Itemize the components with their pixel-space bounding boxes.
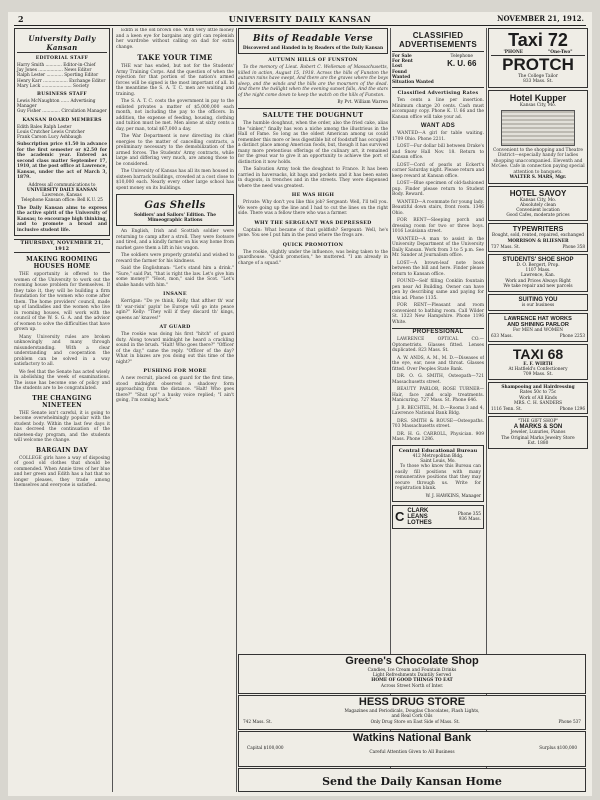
joke-text: A new recruit, placed on guard for the first time, stood midnight observed a shadowy form approaching from the distance. "Halt! Who goes there?" "Shut up!" a husky voice replied; "I ain't going, I'm coming back." xyxy=(116,376,234,404)
central-bureau-line: 412 Metropolitan Bldg. xyxy=(412,453,464,459)
article-text: THE war has ended, but not for the Students' Army Training Corps. And the question of when the rejection for that portion of the nation's armed forces will be signed is the most important of all. In the meantime the S. A. T. C. men are waiting and training. xyxy=(116,64,234,97)
joke-heading: INSANE xyxy=(163,291,187,298)
joke-text: The rookie, slightly under the influence, was being taken to the guardhouse. "Quick promotion," he muttered. "I am already in charge of a squad." xyxy=(238,249,388,266)
want-ad-item: FOR RENT—Sleeping porch and dressing room for two or three boys. 1016 Louisiana street. xyxy=(392,218,484,235)
joke-text: Kerrigan: "Do ye think, Kelly, that afther th' war th' war-risin' payin' be Europe will go into peace agin?" Kelly: "They will if they discard th' kings, queens an' knaves!" xyxy=(116,299,234,321)
typewriters-ad xyxy=(488,223,588,252)
address-line: Lawrence, Kansas xyxy=(42,193,82,199)
rates-title: Classified Advertising Rates xyxy=(397,91,479,97)
shoe-shop-line: Lawrence, Kan. xyxy=(520,273,556,279)
board-heading: KANSAN BOARD MEMBERS xyxy=(22,117,102,123)
article-heading: SALUTE THE DOUGHNUT xyxy=(238,108,388,119)
protch-name: PROTCH xyxy=(491,55,585,74)
address-line: Telephone Kansan office: Bell K.U. 25 xyxy=(21,198,103,204)
purpose-statement: The Daily Kansan aims to express the active spirit of the University of Kansas; to encourage high thinking, and to promote a broad and inclusive student life. xyxy=(17,205,107,233)
editorial-text: Many University rules are broken unknowingly and many through misunderstanding. With a clear understanding and cooperation the problem can be solved in a way satisfactory to all. xyxy=(14,334,110,368)
shampoo-line: Rates 50c to 75c xyxy=(519,390,557,396)
gas-shells-title: Gas Shells xyxy=(144,200,206,211)
professional-ad-item: BEAUTY PARLOR, ROSE TURNER—Hair, face and scalp treatments. Manicuring. 727 Mass. St. Phone 646. xyxy=(392,387,484,404)
article-heading: TAKE YOUR TIME xyxy=(137,53,213,62)
shoe-shop-line: Work and Prices Always Right xyxy=(505,278,571,284)
typewriters-line: Bought, sold, rented, repaired, exchanged xyxy=(491,233,585,239)
professional-ad-item: DRS. SMITH & ROUSE—Osteopaths. 703 Massachusetts street. xyxy=(392,418,484,430)
hat-works-ad xyxy=(488,313,588,341)
clark-address: 936 Mass. xyxy=(458,516,481,522)
classified-index xyxy=(392,51,484,88)
classified-category: Situation Wanted xyxy=(392,80,434,86)
classified-category: Wanted xyxy=(392,74,411,80)
clark-name: CLARK xyxy=(407,507,429,514)
address-heading: Address all communications to xyxy=(28,182,96,188)
hess-line: and Real Cork Oils xyxy=(391,714,433,720)
hotel-kupper-name: Hotel Kupper xyxy=(509,92,567,103)
hess-line: Only Drug Store on East Side of Mass. St. xyxy=(370,719,460,725)
want-ad-item: LOST—Fur dollar bill between Drake's and Snow Hall Nov. 18. Return to Kansan office. xyxy=(392,144,484,161)
protch-sub: The College Tailor xyxy=(518,74,558,80)
schulz-tailor-ad xyxy=(488,294,588,311)
typewriters-address: 737 Mass. St. xyxy=(491,243,520,249)
clark-sub: LEANS xyxy=(407,513,428,520)
editorial-heading: THE CHANGING NINETEEN xyxy=(32,394,92,409)
suiting-line: SUITING YOU xyxy=(518,296,558,303)
hess-drug-ad xyxy=(238,695,586,730)
shampoo-ad xyxy=(488,382,588,414)
hotel-savoy-line: Absolutely clean xyxy=(520,202,556,208)
column-news xyxy=(116,28,234,792)
business-line: Guy Fisher ............. Circulation Manager xyxy=(17,109,107,115)
business-heading: BUSINESS STAFF xyxy=(37,92,87,98)
editorial-heading: BARGAIN DAY xyxy=(35,446,88,454)
shampoo-address: 1116 Tenn. St. xyxy=(491,405,522,411)
want-ads-list xyxy=(392,131,484,325)
hat-works-title: AND SHINING PARLOR xyxy=(507,322,569,329)
shoe-shop-line: We take repair and new parcels xyxy=(503,283,573,289)
article-text: The S. A. T. C. costs the government in pay to the enlisted privates a matter of $5,000,000 each month, not including the pay to the officers. In addition, the expense of feeding, housing, clothing and tuition must be met. Men alone at sixty cents a day, per man, total $67,000 a day. xyxy=(116,99,234,132)
typewriters-title: TYPEWRITERS xyxy=(512,226,564,234)
joke-text: The soldiers were properly grateful and wished to reward the farmer for his kindness. xyxy=(116,253,234,264)
article-text: The Salvation Army took the doughnut to France. It has been carried in haversacks, kit bags and pockets and it has been eaten in dugouts, in trenches and in the streets. They were dispensed where the need was greatest. xyxy=(238,167,388,189)
verse-subtitle: Discovered and Handed in by Readers of the Daily Kansan xyxy=(242,46,384,51)
shampoo-line: Work of All Kinds xyxy=(519,395,557,401)
greene-line: HOME OF GOOD THINGS TO EAT xyxy=(371,678,453,684)
shampoo-title: Shampooing and Hairdressing xyxy=(501,385,575,391)
hat-works-phone: Phone 2253 xyxy=(559,333,585,339)
send-kansan-ad xyxy=(238,768,586,792)
page-number: 2 xyxy=(18,14,24,24)
professional-ad-item: A. W. ANDS, A. M., M. D.—Diseases of the eye, ear, nose and throat. Glasses fitted. Over Peoples State Bank. xyxy=(392,355,484,372)
board-line: Frank Carson Lucy Ashbaugh xyxy=(17,135,82,141)
gift-shop-ad xyxy=(488,416,588,449)
hess-line: Magazines and Periodicals, Douglas Chocolates, Flash Lights, xyxy=(344,709,480,714)
hotel-savoy-line: Kansas City, Mo. xyxy=(519,197,557,203)
joke-text: Captain: What became of that goldfish? Sergeant: Well, he's gone. You see I put him in the pond where the frogs are. xyxy=(238,227,388,239)
article-text: The University of Kansas has all its men housed in sixteen barrack buildings, crowded at a cost close to $10,000 each. Nearly every other large school has spent money on its buildings. xyxy=(116,169,234,191)
greene-line: Across Street North of Inter. xyxy=(380,683,444,689)
verse-box xyxy=(238,28,388,54)
classified-category: Lost xyxy=(392,64,403,70)
joke-heading: QUICK PROMOTION xyxy=(282,241,344,248)
want-ad-item: WANTED—A roommate for young lady. Beautiful down stairs, front room. 1346 Ohio. xyxy=(392,199,484,216)
hat-works-address: 633 Mass. xyxy=(491,333,513,339)
staff-box xyxy=(14,28,110,236)
hotel-kupper-city: Kansas City, Mo. xyxy=(519,102,557,108)
central-bureau-line: Saint Louis, Mo. xyxy=(420,458,456,464)
joke-text: Said the Englishman: "Let's stand him a drink." "Sure," said Pat, "that is right the law. Let's give him some money!" "Hoot, mon," said the Scot. "Let's shake hands with him." xyxy=(116,266,234,288)
want-ad-item: WANTED—A man to assist in the University Department of the University Daily Kansan. Work from 3 to 5 p.m. See Mr. Sander at Journalism office. xyxy=(392,236,484,259)
nameplate: University Daily Kansan xyxy=(17,34,107,53)
protch-address: 833 Mass. St. xyxy=(523,79,553,85)
masthead-date: NOVEMBER 21, 1912. xyxy=(497,14,584,23)
hotel-savoy-name: HOTEL SAVOY xyxy=(509,188,567,198)
rates-text: Ten cents a line per insertion. Minimum charge 20 cents. Cash must accompany copy. Phone K. U. 66 and the Kansan office will take your ad. xyxy=(392,98,484,120)
column-editorial xyxy=(14,28,110,792)
article-text: Edith is the old brown one. With very little money and a keen eye for bargains any girl can replenish her wardrobe without calling on dad for extra change. xyxy=(116,28,234,50)
clark-cleaners-ad xyxy=(392,505,484,529)
top-rule xyxy=(14,25,586,26)
gas-shells-subtitle: Soldiers' and Sailors' Edition. The Mimeographic Rations xyxy=(134,213,216,224)
taxi-68-address: 709 Mass. St. xyxy=(523,371,553,377)
staff-line: Jay Jones .................. News Editor xyxy=(17,68,92,74)
column-rule xyxy=(112,28,113,792)
hotel-kupper-ad xyxy=(488,90,588,184)
gift-shop-head: "THE GIFT SHOP" xyxy=(517,419,559,425)
board-line: Edith Bales Ralph Lester xyxy=(17,124,72,130)
hotel-kupper-text: Convenient to the shopping and Theatre District—especially handy for ladies shopping unaccompanied. Eleventh and McGee. Cafe in connection paying special attention to banquets. xyxy=(491,147,585,175)
phone-number: K. U. 66 xyxy=(447,59,477,69)
greene-chocolate-ad xyxy=(238,654,586,694)
column-classifieds xyxy=(392,28,484,651)
watkins-bank-ad xyxy=(238,731,586,767)
hess-phone: Phone 537 xyxy=(558,719,581,725)
taxi-72-ad xyxy=(488,28,588,88)
verse-title: Bits of Readable Verse xyxy=(252,34,374,44)
shoe-shop-title: STUDENTS' SHOE SHOP xyxy=(502,256,574,263)
clark-c-letter: C xyxy=(395,508,405,524)
editorial-text: THE Senate isn't careful, it is going to become overwhelmingly popular with the student body. Within the last few days it has decreed the continuation of the nineteen-day program, and the students will welcome the change. xyxy=(14,410,110,444)
taxi-phone-quote: "One-Two" xyxy=(548,50,573,55)
shoe-shop-line: D. O. Bergert, Prop. xyxy=(516,262,560,268)
poem-text: To the memory of Lieut. Robert C. Welleman of Massachusetts, killed in action, August 15, 1918. Across the hills of Funston the autumn rains have swept, And there are the graves where the boys sleep, and the winds and the hills are the mourners of the dead. And there the twilight when the evening sunset falls, And the stars of the night come down to keep the watch on the hills of Funston. xyxy=(238,65,388,98)
editorial-text: We feel that the Senate has acted wisely in abolishing the week of examinations. The issue has become one of policy and the students are to be congratulated. xyxy=(14,369,110,392)
classified-category: For Sale xyxy=(392,54,412,59)
poem-title: AUTUMN HILLS OF FUNSTON xyxy=(268,57,358,64)
professional-list xyxy=(392,337,484,443)
hotel-illustration xyxy=(501,110,575,146)
classified-title: CLASSIFIED ADVERTISEMENTS xyxy=(399,31,477,49)
professional-ad-item: DR. H. G. CARROLL, Physician. 909 Mass. Phone 1286. xyxy=(392,431,484,443)
phone-label: Telephone xyxy=(450,54,473,59)
typewriters-firm: MORRISON & BLIESNER xyxy=(507,238,569,244)
taxi-68-title: TAXI 68 xyxy=(512,345,564,362)
clark-phone: Phone 355 xyxy=(457,511,481,517)
professional-ad-item: LAWRENCE OPTICAL CO.—Optometrists. Glasses fitted. Lenses duplicated. 823 Mass. St. xyxy=(392,337,484,354)
classified-category: Found xyxy=(392,69,407,75)
issue-date: THURSDAY, NOVEMBER 21, 1912 xyxy=(14,239,110,253)
professional-heading: PROFESSIONAL xyxy=(392,328,484,335)
editorial-text: THE opportunity is offered to the women of the University to work out the rooming house problem for themselves. If they take it, they will be building a firm foundation for the women who come after them. The home providers' council, made up of landladies and the women who live in rooming houses, will work with the council of the W. S. G. A. and the advisor of women to solve the difficulties that have grown up. xyxy=(14,272,110,333)
staff-heading: EDITORIAL STAFF xyxy=(35,56,89,61)
classified-category: For Rent xyxy=(392,59,413,65)
shoe-shop-ad xyxy=(488,254,588,292)
column-rule xyxy=(236,28,237,792)
article-text: The humble doughnut, when the order, also the fried cake, alias the "sinker," finally has won a niche among the illustrious in the Hall of Fame. So long as the oldest American among us could remember this more or less digestible bit of foodstuff has occupied a distinct place among American foods, but, though it has survived many more pretentious offerings of the culinary art, it remained for the great war to give it an opportunity to achieve the port of distinction it now holds. xyxy=(238,121,388,165)
joke-heading: HE WAS HIGH xyxy=(291,192,335,199)
watkins-surplus: Surplus $100,000 xyxy=(539,745,577,750)
professional-ad-item: DR. O. G. SMITH, Osteopath—721 Massachusetts street. xyxy=(392,374,484,385)
gift-shop-line: Est. 1880 xyxy=(527,440,549,446)
poem-author: By Pvt. William Warren xyxy=(337,100,388,106)
business-line: Lewis McNaughton ...... Advertising Manager xyxy=(17,99,96,110)
hess-title: HESS DRUG STORE xyxy=(358,696,466,708)
want-ad-item: FOUND—Self filling Conklin fountain pen near Ad Building. Owner can have pen by describing same and paying for this ad. Phone 1135. xyxy=(392,279,484,301)
hat-works-title: LAWRENCE HAT WORKS xyxy=(504,316,572,323)
staff-line: Ralph Lester ............ Sporting Editor xyxy=(17,73,99,79)
subscription-note: Subscription price $1.50 in advance for the first semester or $2.50 for the academic year. Entered as second class matter September 17, 1910, at the post office at Lawrence, Kansas, under the act of March 3, 1879. xyxy=(17,142,107,181)
address-line: UNIVERSITY DAILY KANSAN xyxy=(26,187,98,193)
editorial-heading: MAKING ROOMING HOUSES HOME xyxy=(26,256,98,271)
staff-line: Henry Karr .................. Exchange Editor xyxy=(17,78,106,84)
column-features xyxy=(238,28,388,651)
taxi-phone-label: 'PHONE xyxy=(503,50,524,55)
gift-shop-line: The Original Marks Jewelry Store xyxy=(501,435,575,441)
joke-text: The rookie was doing his first "hitch" of guard duty. Along toward midnight he heard a crackling sound in the brush. "Halt! Who goes there?" "Officer of the day," came the reply. "Officer of the day? What in blazes are you doing out this time of the night?" xyxy=(116,332,234,365)
greene-line: Candies, Ice Cream and Fountain Drinks xyxy=(367,668,457,673)
watkins-title: Watkins National Bank xyxy=(352,732,472,744)
hess-address: 742 Mass. St. xyxy=(243,719,272,725)
clark-sub2: LOTHES xyxy=(407,519,432,526)
send-kansan-text: Send the Daily Kansan Home xyxy=(322,775,502,788)
editorial-text: COLLEGE girls have a way of disposing of good old clothes that should be commended. When Annie tires of her blue and her green and Edith has a hat that no longer pleases, they trade among themselves and everyone is satisfied. xyxy=(14,455,110,489)
want-ad-item: LOST—Blue specimen of old-fashioned pup. Finder please return to Student Body. Reward. xyxy=(392,181,484,198)
staff-line: Mary Lock ...................... Society xyxy=(17,83,90,89)
gas-shells-box xyxy=(116,194,234,226)
newspaper-page xyxy=(8,12,592,796)
taxi-72-title: Taxi 72 xyxy=(508,30,568,50)
hotel-savoy-line: Good Cafes, moderate prices xyxy=(506,213,570,219)
joke-heading: AT GUARD xyxy=(159,324,191,331)
greene-title: Greene's Chocolate Shop xyxy=(345,655,479,667)
professional-ad-item: J. R. BECHTEL, M. D.—Rooms 3 and 4, Lawrence National Bank Bldg. xyxy=(392,405,484,417)
hotel-kupper-owner: WALTER S. MARS, Mgr. xyxy=(509,175,567,181)
watkins-capital: Capital $100,000 xyxy=(247,745,284,750)
joke-text: An English, Irish and Scottish soldier were returning to camp after a stroll. They were footsore and tired, and a kindly farmer on his way home from market gave them a lift in his wagon. xyxy=(116,229,234,251)
hat-works-line: For MEN and WOMEN xyxy=(512,328,564,334)
want-ad-item: LOST—A brown-leaf note book between the bill and here. Finder please return to Kansan office. xyxy=(392,260,484,277)
board-line: Louis Crutcher Lewis Crutcher xyxy=(17,129,85,135)
central-bureau-ad xyxy=(392,445,484,502)
shoe-shop-line: 1107 Mass. xyxy=(525,268,551,274)
central-bureau-title: Central Educational Bureau xyxy=(398,447,478,454)
gift-shop-name: A MARKS & SON xyxy=(513,424,563,431)
typewriters-phone: Phone 358 xyxy=(562,243,585,249)
hotel-savoy-line: Convenient location xyxy=(516,207,560,213)
suiting-line: is our business xyxy=(521,302,555,308)
taxi-68-name: E. F. WIRTH xyxy=(523,361,553,367)
want-ad-item: WANTED—A girl for table waiting. 1709 Ohio. Phone 2211. xyxy=(392,131,484,142)
watkins-line: Careful Attention Given to All Business xyxy=(369,750,455,756)
hotel-savoy-ad xyxy=(488,186,588,222)
article-text: The War Department is now directing its chief energies to the matter of cancelling contracts, a preliminary necessary to the demobilization of the armed forces. The Students' Army contracts, while large and differing very much, are among those to be considered. xyxy=(116,134,234,167)
greene-line: Light Refreshments Daintily Served xyxy=(372,673,452,679)
joke-text: Private: Why don't you like this job? Sergeant: Well, I'll tell you. We were going up the line and I had to cut the lines on the right side. There was a fellow there who was a farmer. xyxy=(238,200,388,217)
shampoo-line: MRS. C. H. SANDERS xyxy=(513,400,563,406)
want-ad-item: LOST—Cord of pearls at Eckert's corner Saturday night. Please return and keep reward at Kansan office. xyxy=(392,162,484,179)
gift-shop-line: Jeweler, Luxuries, Pianos xyxy=(510,430,566,436)
taxi-68-sub: At Hatfield's Confectionery xyxy=(508,366,568,372)
shampoo-phone: Phone 1296 xyxy=(559,405,585,411)
staff-line: Harry Smith ............ Editor-in-Chief xyxy=(17,63,96,68)
want-ad-item: FOR RENT—Pleasant and room convenient to bathing room. Call Wilder St. 1323 New Hampshire. Phone 1196 White. xyxy=(392,303,484,325)
masthead-title: UNIVERSITY DAILY KANSAN xyxy=(228,14,372,24)
joke-heading: PUSHING FOR MORE xyxy=(143,368,207,375)
central-bureau-text: To those who know this Bureau can easily fill positions with many remunerative positions that they may secure through us. Write for registration blank. xyxy=(395,464,481,492)
taxi-68-ad xyxy=(488,344,588,381)
central-bureau-signature: W. J. HAWKINS, Manager xyxy=(425,493,481,499)
want-ads-heading: WANT ADS xyxy=(420,123,456,130)
column-ads xyxy=(488,28,588,651)
joke-heading: WHY THE SERGEANT WAS DEPRESSED xyxy=(254,219,372,226)
